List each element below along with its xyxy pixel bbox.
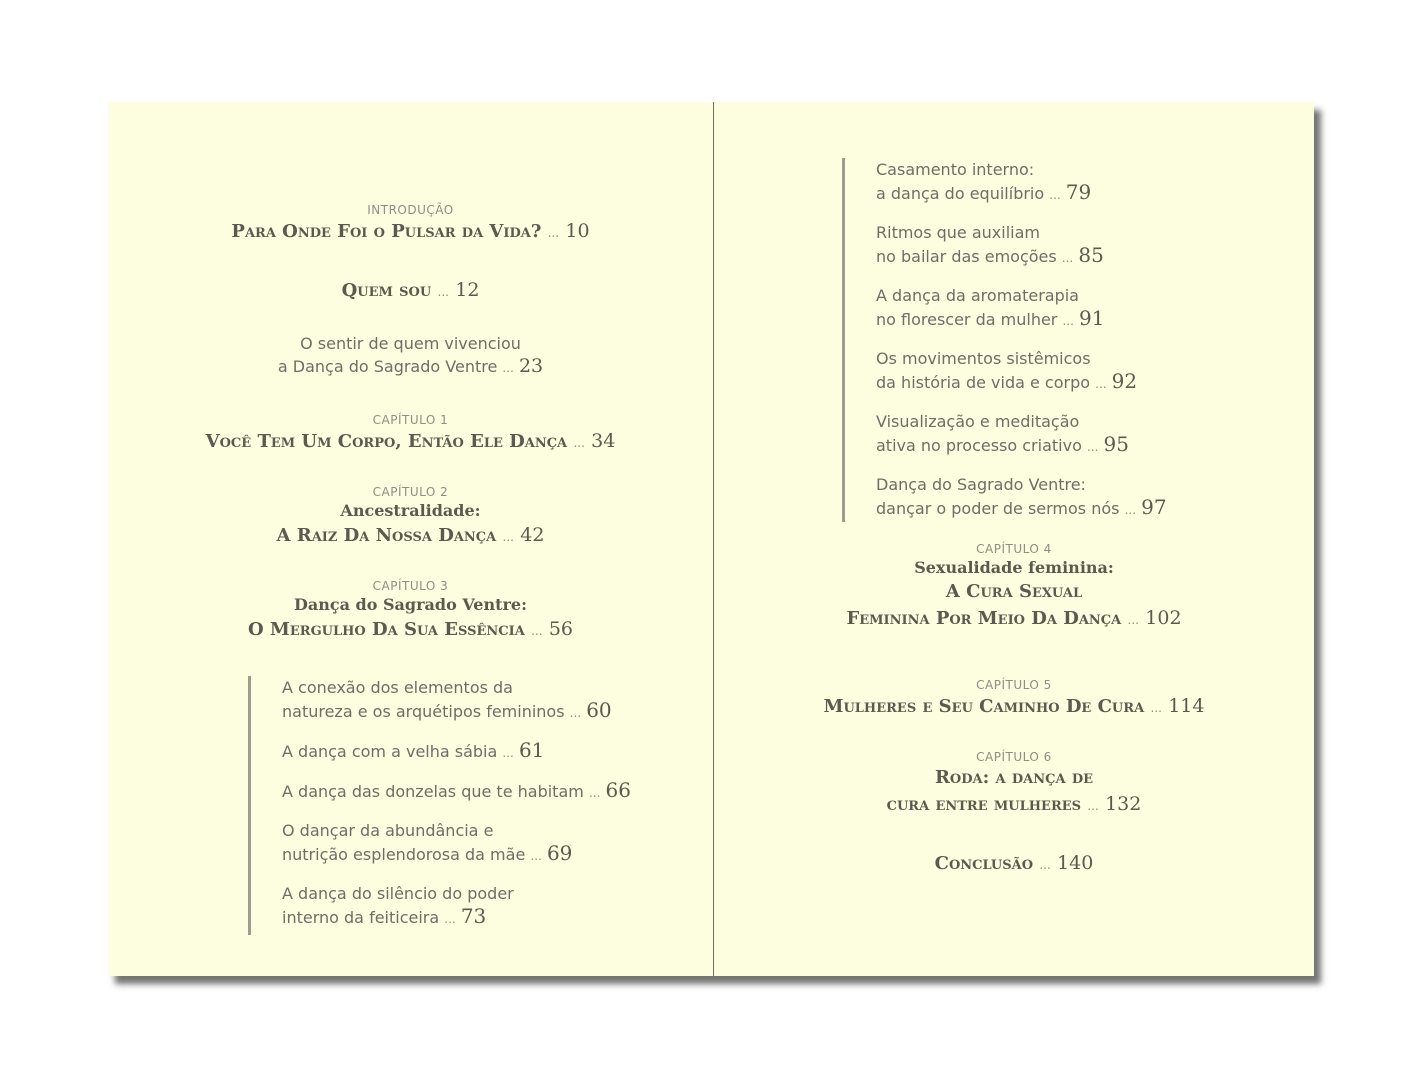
toc-chapter-2[interactable]	[108, 484, 713, 550]
toc-conclusion[interactable]	[714, 850, 1314, 878]
section-title: Conclusão ... 140	[934, 852, 1094, 874]
entry-line: A dança das donzelas que te habitam ... 66	[282, 778, 631, 802]
entry-line-2: a dança do equilíbrio ... 79	[876, 180, 1092, 204]
leader-dots: ...	[502, 530, 514, 544]
leader-dots: ...	[1087, 799, 1099, 813]
leader-dots: ...	[531, 624, 543, 638]
chapter-title-line-2: Feminina Por Meio Da Dança ... 102	[846, 607, 1182, 629]
entry-line-1: Dança do Sagrado Ventre:	[876, 475, 1086, 494]
subsection-entry[interactable]	[876, 221, 1167, 270]
page-number: 12	[455, 279, 480, 301]
entry-line-2: interno da feiticeira ... 73	[282, 904, 487, 928]
entry-line-2: a Dança do Sagrado Ventre ... 23	[277, 355, 544, 377]
chapter-title-line-2: cura entre mulheres ... 132	[886, 793, 1142, 815]
leader-dots: ...	[588, 786, 601, 800]
toc-chapter-6[interactable]	[714, 749, 1314, 819]
entry-line-1: O sentir de quem vivenciou	[300, 334, 521, 353]
toc-chapter-4[interactable]	[714, 541, 1314, 633]
section-label: INTRODUÇÃO	[367, 203, 454, 217]
entry-line-2: da história de vida e corpo ... 92	[876, 369, 1138, 393]
chapter-label: CAPÍTULO 1	[372, 413, 449, 427]
entry-line-1: Os movimentos sistêmicos	[876, 349, 1091, 368]
entry-line-1: O dançar da abundância e	[282, 821, 494, 840]
leader-dots: ...	[1095, 377, 1107, 391]
leader-dots: ...	[573, 436, 585, 450]
subsection-entry[interactable]	[876, 158, 1167, 207]
chapter-title-line-1: A Cura Sexual	[945, 581, 1083, 602]
chapter-title: O Mergulho Da Sua Essência ... 56	[247, 618, 573, 640]
toc-chapter-3[interactable]	[108, 578, 713, 644]
chapter-label: CAPÍTULO 2	[372, 485, 449, 499]
leader-dots: ...	[1127, 613, 1139, 627]
leader-dots: ...	[1062, 314, 1074, 328]
entry-line-2: natureza e os arquétipos femininos ... 60	[282, 698, 612, 722]
leader-dots: ...	[569, 706, 582, 720]
page-number: 66	[605, 778, 631, 802]
leader-dots: ...	[1124, 503, 1137, 517]
entry-line-1: Ritmos que auxiliam	[876, 223, 1040, 242]
toc-introduction[interactable]	[108, 202, 713, 246]
page-number: 60	[586, 698, 612, 722]
page-number: 140	[1057, 852, 1094, 874]
chapter-subtitle: Sexualidade feminina:	[914, 558, 1114, 577]
toc-quem-sou[interactable]	[108, 277, 713, 305]
section-title: Quem sou ... 12	[341, 279, 480, 301]
entry-line-1: Visualização e meditação	[876, 412, 1080, 431]
entry-line-2: no bailar das emoções ... 85	[876, 243, 1104, 267]
page-number: 56	[548, 618, 573, 640]
leader-dots: ...	[1086, 440, 1099, 454]
right-page	[714, 102, 1314, 976]
entry-line-1: A dança do silêncio do poder	[282, 884, 514, 903]
subsection-entry[interactable]	[876, 410, 1167, 459]
leader-dots: ...	[1039, 858, 1051, 872]
page-number: 79	[1065, 180, 1092, 204]
leader-dots: ...	[1150, 701, 1162, 715]
page-number: 69	[546, 841, 573, 865]
chapter-3-subsections	[248, 676, 631, 935]
chapter-label: CAPÍTULO 6	[976, 750, 1052, 764]
entry-line: A dança com a velha sábia ... 61	[282, 738, 545, 762]
page-number: 10	[565, 220, 590, 242]
subsection-entry[interactable]	[282, 676, 631, 725]
chapter-3-subsections-continued	[842, 158, 1167, 522]
entry-line-2: dançar o poder de sermos nós ... 97	[876, 495, 1167, 519]
entry-line-2: nutrição esplendorosa da mãe ... 69	[282, 841, 573, 865]
leader-dots: ...	[547, 226, 560, 240]
page-number: 114	[1168, 695, 1205, 717]
leader-dots: ...	[444, 912, 456, 926]
subsection-entry[interactable]	[282, 779, 631, 805]
page-number: 102	[1145, 607, 1182, 629]
page-number: 85	[1078, 243, 1104, 267]
toc-sentir[interactable]	[108, 332, 713, 380]
entry-line-2: ativa no processo criativo ... 95	[876, 432, 1129, 456]
page-number: 73	[460, 904, 487, 928]
subsection-entry[interactable]	[282, 739, 631, 765]
chapter-title: Você Tem Um Corpo, Então Ele Dança ... 34	[205, 430, 616, 452]
leader-dots: ...	[502, 361, 514, 375]
page-number: 92	[1111, 369, 1138, 393]
leader-dots: ...	[1049, 188, 1061, 202]
entry-line-1: A dança da aromaterapia	[876, 286, 1079, 305]
chapter-label: CAPÍTULO 3	[372, 579, 449, 593]
leader-dots: ...	[502, 746, 514, 760]
subsection-entry[interactable]	[876, 347, 1167, 396]
subsection-entry[interactable]	[876, 473, 1167, 522]
leader-dots: ...	[437, 285, 449, 299]
chapter-label: CAPÍTULO 5	[976, 678, 1052, 692]
chapter-label: CAPÍTULO 4	[976, 542, 1052, 556]
chapter-subtitle: Dança do Sagrado Ventre:	[294, 595, 527, 614]
page-number: 34	[591, 430, 616, 452]
chapter-title-line-1: Roda: a dança de	[934, 767, 1094, 788]
page-number: 95	[1103, 432, 1129, 456]
subsection-entry[interactable]	[876, 284, 1167, 333]
section-title: Para Onde Foi o Pulsar da Vida? ... 10	[231, 220, 590, 242]
book-spread	[108, 102, 1314, 976]
page-number: 61	[518, 738, 545, 762]
entry-line-1: Casamento interno:	[876, 160, 1035, 179]
page-number: 97	[1141, 495, 1167, 519]
leader-dots: ...	[1061, 251, 1074, 265]
page-number: 42	[520, 524, 545, 546]
left-page	[108, 102, 713, 976]
subsection-entry[interactable]	[282, 819, 631, 868]
toc-chapter-1[interactable]	[108, 412, 713, 456]
subsection-entry[interactable]	[282, 882, 631, 931]
page-number: 91	[1079, 306, 1105, 330]
entry-line-1: A conexão dos elementos da	[282, 678, 513, 697]
page-number: 23	[518, 355, 544, 377]
chapter-subtitle: Ancestralidade:	[340, 501, 481, 520]
entry-line-2: no florescer da mulher ... 91	[876, 306, 1105, 330]
chapter-title: Mulheres e Seu Caminho De Cura ... 114	[823, 695, 1205, 717]
toc-chapter-5[interactable]	[714, 677, 1314, 721]
page-number: 132	[1105, 793, 1142, 815]
chapter-title: A Raiz Da Nossa Dança ... 42	[276, 524, 545, 546]
leader-dots: ...	[530, 849, 542, 863]
